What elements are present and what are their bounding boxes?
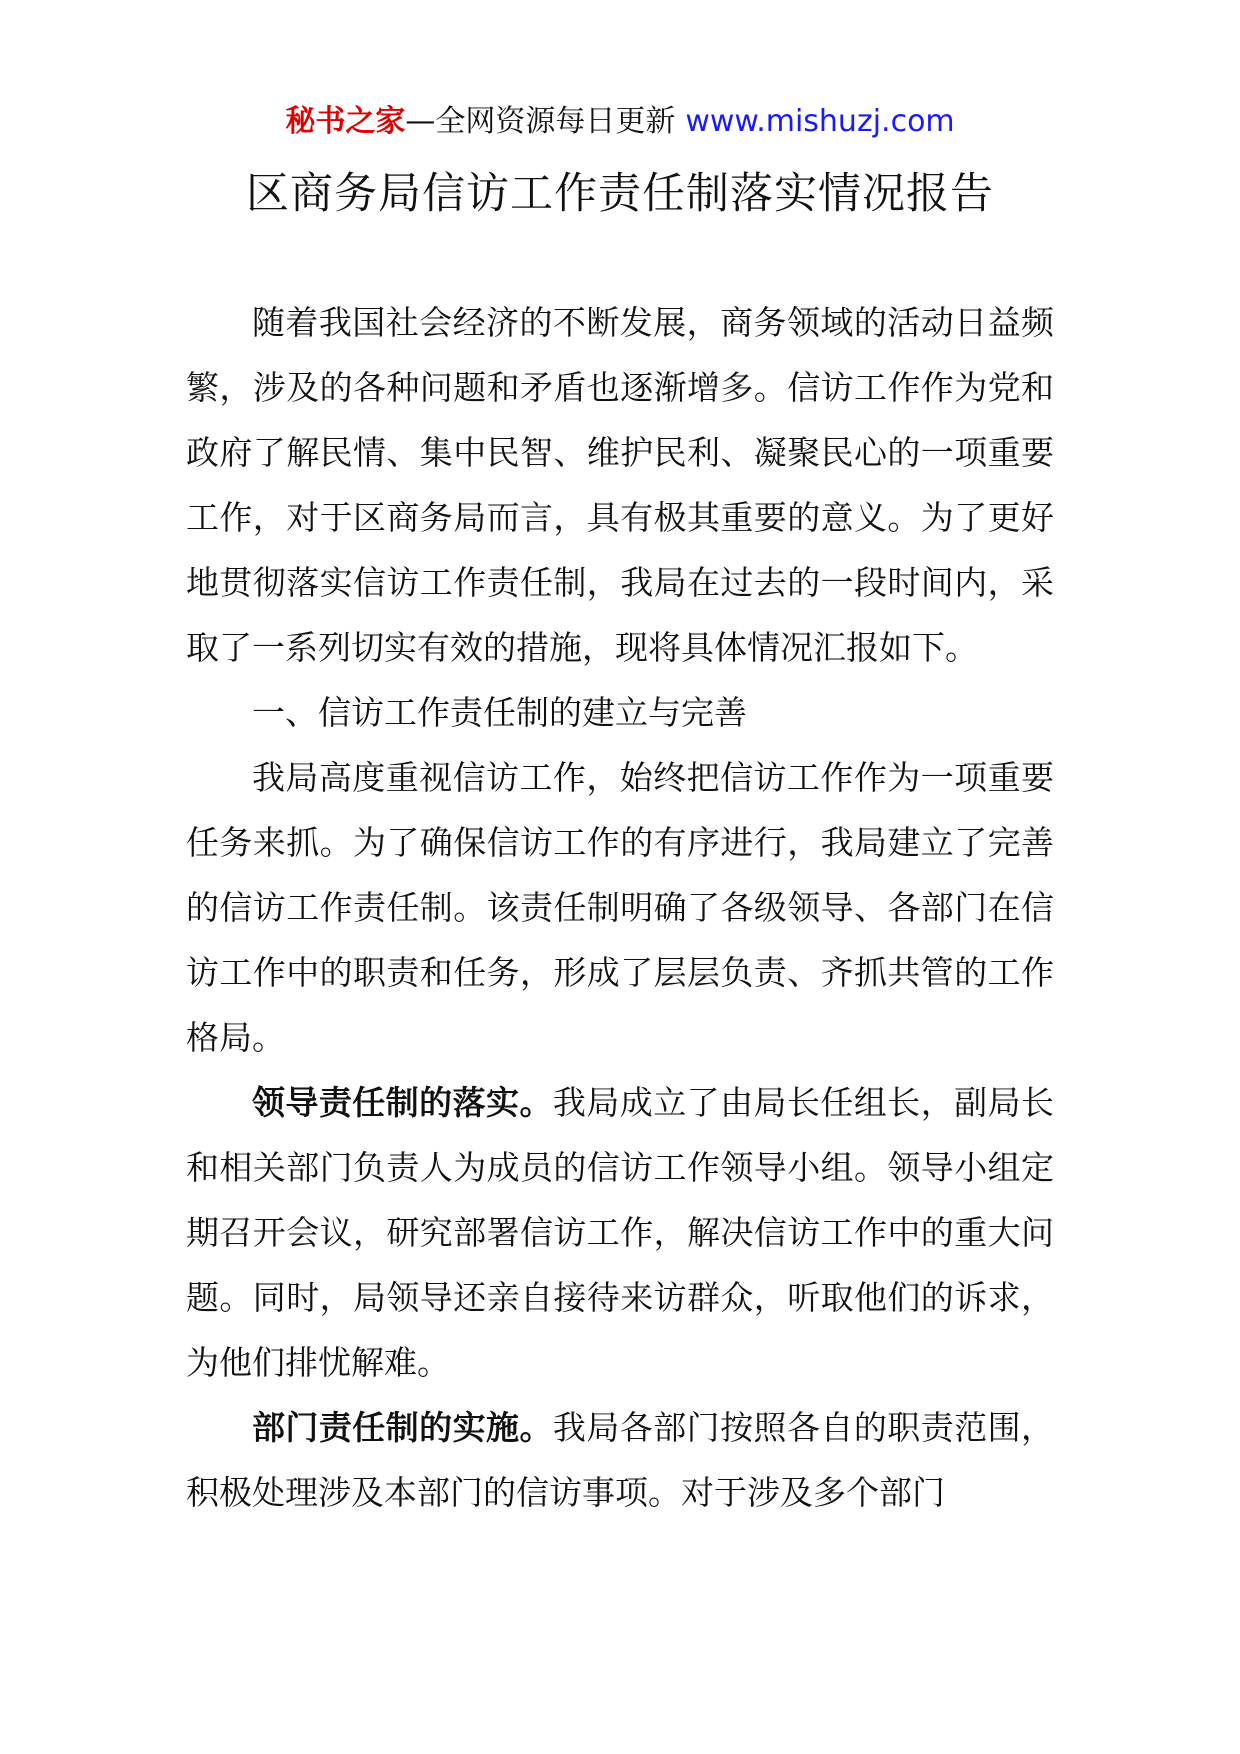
paragraph-lead: 领导责任制的落实。 xyxy=(252,1083,553,1122)
section-heading: 一、信访工作责任制的建立与完善 xyxy=(252,693,747,732)
paragraph-text: 我局成立了由局长任组长，副局长和相关部门负责人为成员的信访工作领导小组。领导小组定期召开会议，研究部署信访工作，解决信访工作中的重大问题。同时，局领导还亲自接待来访群众，听取他们的诉求，为他们排忧解难。 xyxy=(186,1083,1055,1382)
brand-name: 秘书之家 xyxy=(285,104,406,139)
document-title: 区商务局信访工作责任制落实情况报告 xyxy=(246,169,994,219)
paragraph-lead: 部门责任制的实施。 xyxy=(252,1408,553,1447)
body-paragraph-department-responsibility xyxy=(186,1395,1054,1525)
paragraph-text: 我局各部门按照各自的职责范围，积极处理涉及本部门的信访事项。对于涉及多个部门 xyxy=(186,1408,1055,1512)
website-link[interactable]: www.mishuzj.com xyxy=(685,104,955,139)
document-body xyxy=(186,290,1054,1525)
body-paragraph-leader-responsibility xyxy=(186,1070,1054,1395)
watermark-header xyxy=(0,100,1240,144)
header-tagline: —全网资源每日更新 xyxy=(405,104,676,139)
intro-paragraph: 随着我国社会经济的不断发展，商务领域的活动日益频繁，涉及的各种问题和矛盾也逐渐增多。信访工作作为党和政府了解民情、集中民智、维护民利、凝聚民心的一项重要工作，对于区商务局而言，具有极其重要的意义。为了更好地贯彻落实信访工作责任制，我局在过去的一段时间内，采取了一系列切实有效的措施，现将具体情况汇报如下。 xyxy=(186,303,1054,667)
body-paragraph: 我局高度重视信访工作，始终把信访工作作为一项重要任务来抓。为了确保信访工作的有序进行，我局建立了完善的信访工作责任制。该责任制明确了各级领导、各部门在信访工作中的职责和任务，形成了层层负责、齐抓共管的工作格局。 xyxy=(186,758,1054,1057)
